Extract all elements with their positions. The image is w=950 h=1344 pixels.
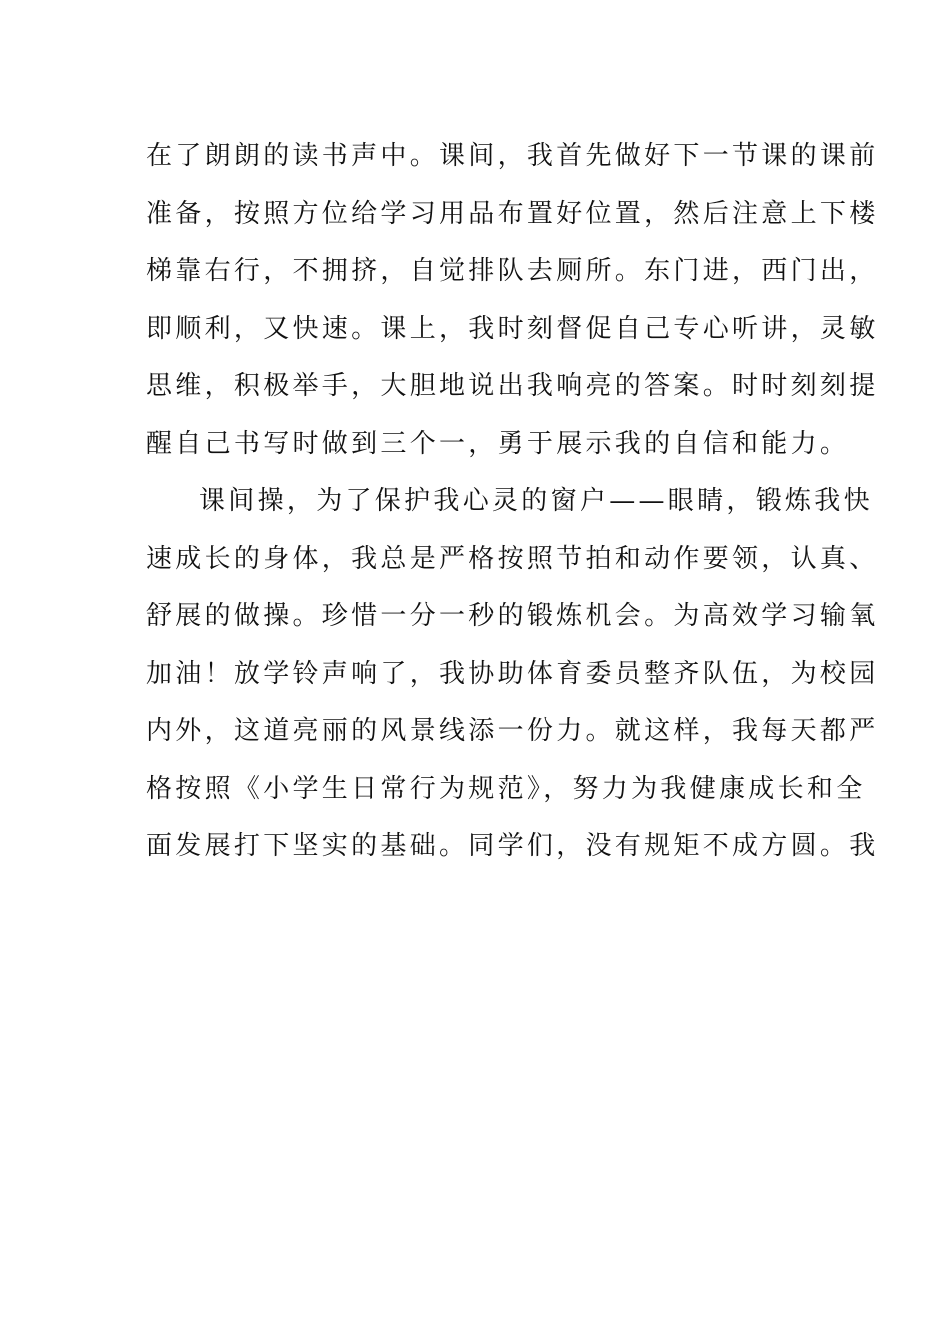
text-line: 准备，按照方位给学习用品布置好位置，然后注意上下楼 [146, 198, 879, 229]
text-line: 即顺利，又快速。课上，我时刻督促自己专心听讲，灵敏 [146, 313, 879, 344]
paragraph-first-line: 课间操，为了保护我心灵的窗户——眼睛，锻炼我快 [199, 486, 873, 516]
text-line: 在了朗朗的读书声中。课间，我首先做好下一节课的课前 [146, 141, 879, 171]
text-line: 醒自己书写时做到三个一，勇于展示我的自信和能力。 [146, 428, 850, 459]
text-line: 内外，这道亮丽的风景线添一份力。就这样，我每天都严 [146, 716, 879, 746]
text-line: 格按照《小学生日常行为规范》，努力为我健康成长和全 [146, 773, 866, 804]
text-line: 梯靠右行，不拥挤，自觉排队去厕所。东门进，西门出， [146, 256, 879, 286]
text-line: 舒展的做操。珍惜一分一秒的锻炼机会。为高效学习输氧 [146, 601, 879, 631]
text-line: 加油！放学铃声响了，我协助体育委员整齐队伍，为校园 [146, 658, 879, 689]
text-line: 思维，积极举手，大胆地说出我响亮的答案。时时刻刻提 [146, 371, 879, 401]
text-line: 速成长的身体，我总是严格按照节拍和动作要领，认真、 [146, 543, 879, 574]
text-line: 面发展打下坚实的基础。同学们，没有规矩不成方圆。我 [146, 831, 879, 861]
body-text [146, 128, 879, 876]
